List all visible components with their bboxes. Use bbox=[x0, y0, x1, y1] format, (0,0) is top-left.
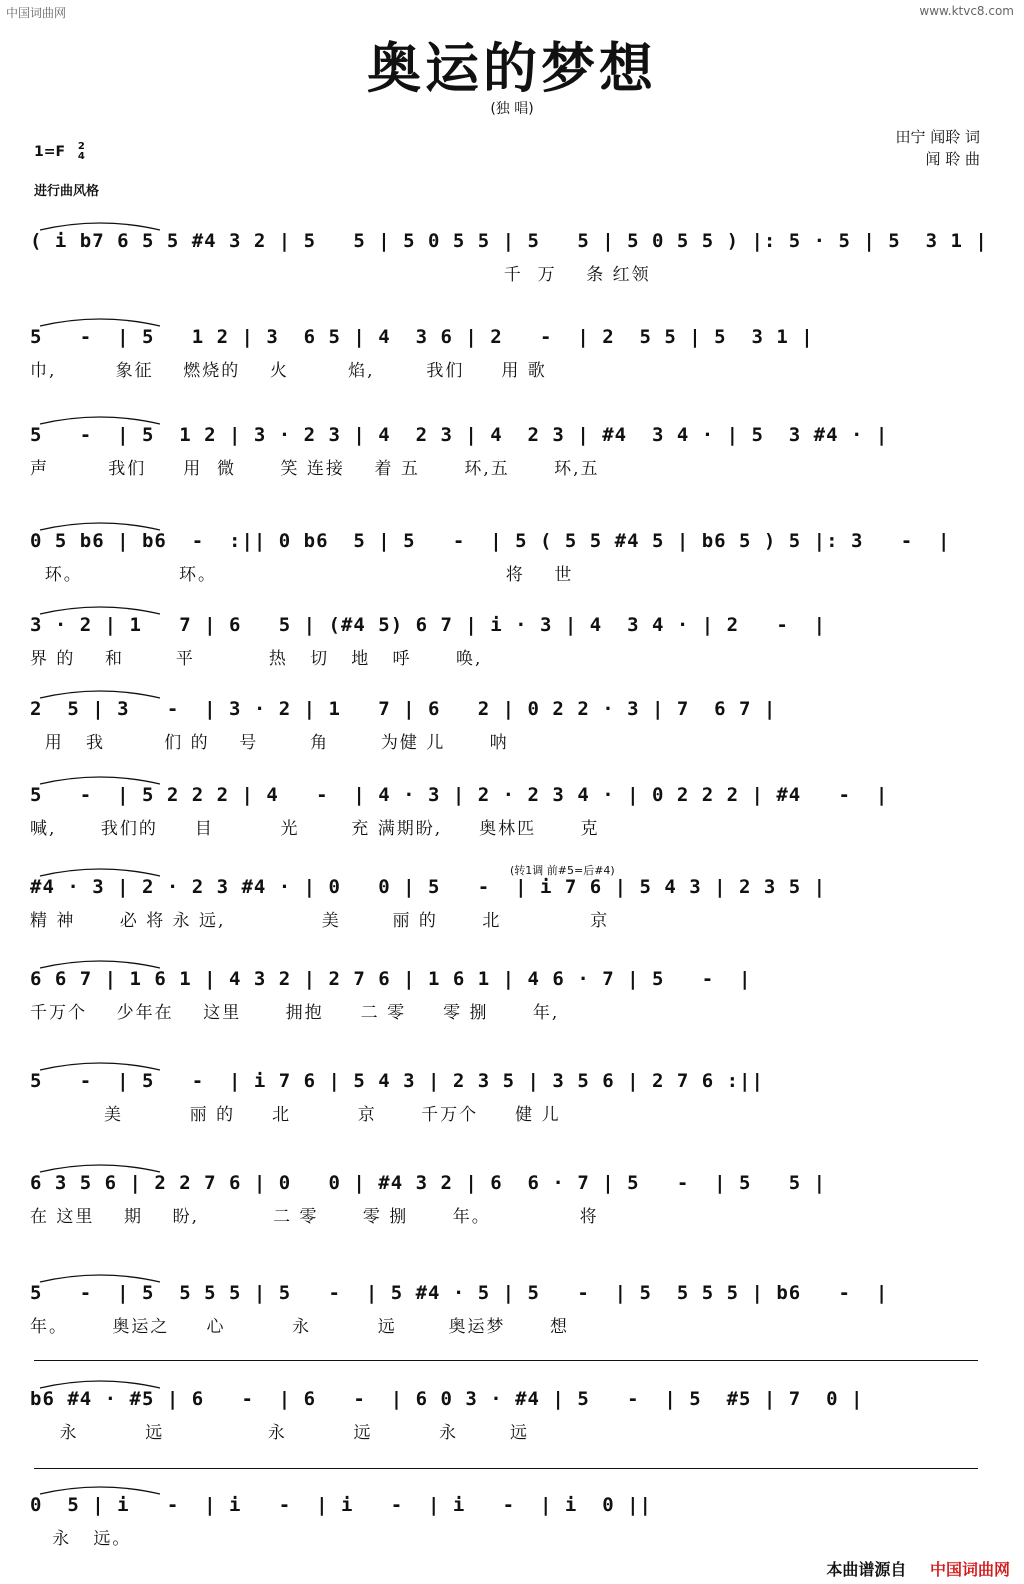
time-top: 2 bbox=[77, 141, 85, 152]
score-system bbox=[30, 784, 984, 840]
song-title: 奥运的梦想 bbox=[367, 37, 657, 100]
lyric-line: 精 神 必 将 永 远, 美 丽 的 北 京 bbox=[30, 911, 610, 931]
score-system bbox=[30, 1282, 984, 1338]
lyric-line: 巾, 象征 燃烧的 火 焰, 我们 用 歌 bbox=[30, 361, 547, 381]
notation-line: 3 · 2 | 1 7 | 6 5 | (#4 5) 6 7 | i · 3 | 4 3 4 · | 2 - | bbox=[30, 614, 827, 636]
notation-line: 2 5 | 3 - | 3 · 2 | 1 7 | 6 2 | 0 2 2 · 3 | 7 6 7 | bbox=[30, 698, 777, 720]
score-system bbox=[30, 230, 988, 286]
footer bbox=[826, 1557, 1010, 1580]
notation-line: 5 - | 5 5 5 5 | 5 - | 5 #4 · 5 | 5 - | 5 5 5 5 | b6 - | bbox=[30, 1282, 889, 1304]
tempo-marking: 进行曲风格 bbox=[34, 184, 100, 199]
key-change-annotation: (转1调 前#5=后#4) bbox=[510, 864, 615, 877]
system-rule bbox=[34, 1468, 978, 1469]
lyricist-credit: 田宁 闻聆 词 bbox=[895, 128, 980, 146]
lyric-line: 在 这里 期 盼, 二 零 零 捌 年。 将 bbox=[30, 1207, 599, 1227]
key-label: 1=F bbox=[34, 144, 66, 160]
performance-type: (独 唱) bbox=[490, 101, 534, 117]
lyric-line: 永 远。 bbox=[30, 1529, 132, 1549]
time-signature bbox=[78, 142, 85, 162]
footer-source: 本曲谱源自 bbox=[826, 1560, 907, 1579]
credits bbox=[895, 126, 980, 170]
lyric-line: 美 丽 的 北 京 千万个 健 儿 bbox=[30, 1105, 561, 1125]
notation-line: #4 · 3 | 2 · 2 3 #4 · | 0 0 | 5 - | i 7 6 | 5 4 3 | 2 3 5 | bbox=[30, 876, 827, 898]
watermark-right: www.ktvc8.com bbox=[919, 4, 1014, 18]
footer-site: 中国词曲网 bbox=[929, 1560, 1010, 1579]
score-system bbox=[30, 326, 984, 382]
score-system bbox=[30, 1172, 984, 1228]
watermark-left: 中国词曲网 bbox=[6, 6, 67, 20]
notation-line: 6 6 7 | 1 6 1 | 4 3 2 | 2 7 6 | 1 6 1 | 4 6 · 7 | 5 - | bbox=[30, 968, 752, 990]
notation-line: 5 - | 5 1 2 | 3 6 5 | 4 3 6 | 2 - | 2 5 5 | 5 3 1 | bbox=[30, 326, 814, 348]
notation-line: b6 #4 · #5 | 6 - | 6 - | 6 0 3 · #4 | 5 - | 5 #5 | 7 0 | bbox=[30, 1388, 864, 1410]
score-system bbox=[30, 1494, 984, 1550]
lyric-line: 千万个 少年在 这里 拥抱 二 零 零 捌 年, bbox=[30, 1003, 560, 1023]
lyric-line: 界 的 和 平 热 切 地 呼 唤, bbox=[30, 649, 483, 669]
score-system bbox=[30, 968, 984, 1024]
notation-line: 0 5 | i - | i - | i - | i - | i 0 || bbox=[30, 1494, 652, 1516]
lyric-line: 千 万 条 红领 bbox=[30, 265, 651, 285]
notation-line: 5 - | 5 2 2 2 | 4 - | 4 · 3 | 2 · 2 3 4 · | 0 2 2 2 | #4 - | bbox=[30, 784, 889, 806]
time-bottom: 4 bbox=[77, 151, 85, 162]
score-system bbox=[30, 424, 984, 480]
notation-line: 5 - | 5 - | i 7 6 | 5 4 3 | 2 3 5 | 3 5 6 | 2 7 6 :|| bbox=[30, 1070, 764, 1092]
lyric-line: 喊, 我们的 目 光 充 满期盼, 奥林匹 克 bbox=[30, 819, 600, 839]
system-rule bbox=[34, 1360, 978, 1361]
key-signature bbox=[34, 142, 85, 162]
lyric-line: 声 我们 用 微 笑 连接 着 五 环,五 环,五 bbox=[30, 459, 600, 479]
score-system bbox=[30, 876, 984, 932]
composer-credit: 闻 聆 曲 bbox=[925, 150, 980, 168]
lyric-line: 环。 环。 将 世 bbox=[30, 565, 574, 585]
score-system bbox=[30, 1070, 984, 1126]
notation-line: 0 5 b6 | b6 - :|| 0 b6 5 | 5 - | 5 ( 5 5 #4 5 | b6 5 ) 5 |: 3 - | bbox=[30, 530, 951, 552]
score-system bbox=[30, 698, 984, 754]
score-system bbox=[30, 530, 984, 586]
score-system bbox=[30, 1388, 984, 1444]
notation-line: ( i b7 6 5 5 #4 3 2 | 5 5 | 5 0 5 5 | 5 5 | 5 0 5 5 ) |: 5 · 5 | 5 3 1 | bbox=[30, 230, 988, 252]
score-system bbox=[30, 614, 984, 670]
lyric-line: 用 我 们 的 号 角 为健 儿 呐 bbox=[30, 733, 509, 753]
lyric-line: 永 远 永 远 永 远 bbox=[30, 1423, 529, 1443]
notation-line: 5 - | 5 1 2 | 3 · 2 3 | 4 2 3 | 4 2 3 | #4 3 4 · | 5 3 #4 · | bbox=[30, 424, 889, 446]
lyric-line: 年。 奥运之 心 永 远 奥运梦 想 bbox=[30, 1317, 569, 1337]
notation-line: 6 3 5 6 | 2 2 7 6 | 0 0 | #4 3 2 | 6 6 · 7 | 5 - | 5 5 | bbox=[30, 1172, 827, 1194]
